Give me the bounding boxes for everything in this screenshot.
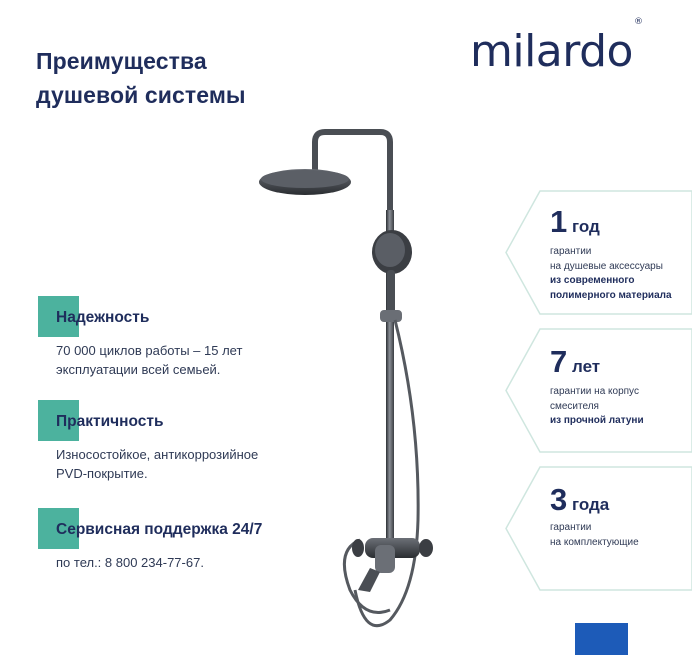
title-line-2: душевой системы	[36, 82, 246, 108]
warranty-description: гарантии на комплектующие	[550, 522, 639, 548]
feature-title: Сервисная поддержка 24/7	[56, 521, 263, 538]
warranty-description: гарантии на душевые аксессуары из современного полимерного материала	[550, 246, 672, 301]
warranty-description: гарантии на корпус смесителя из прочной латуни	[550, 386, 644, 426]
brand-logo	[470, 17, 643, 77]
accent-block	[575, 623, 628, 655]
page-title	[36, 44, 246, 112]
feature-description: 70 000 циклов работы – 15 лет эксплуатации всей семьей.	[56, 343, 243, 377]
warranty-number: 7	[550, 344, 568, 379]
warranty-number: 3	[550, 482, 568, 517]
warranty-card-1	[505, 190, 692, 315]
title-line-1: Преимущества	[36, 48, 207, 74]
feature-description: Износостойкое, антикоррозийное PVD-покрытие.	[56, 447, 259, 481]
feature-title: Надежность	[56, 309, 150, 326]
warranty-unit: год	[572, 217, 600, 236]
brand-name: milardo	[470, 26, 633, 77]
warranty-card-2	[505, 328, 692, 453]
registered-mark: ®	[633, 17, 643, 28]
warranty-unit: года	[572, 495, 610, 514]
warranty-unit: лет	[572, 357, 601, 376]
warranty-card-3	[505, 466, 692, 591]
feature-description: по тел.: 8 800 234-77-67.	[56, 555, 204, 570]
feature-title: Практичность	[56, 413, 164, 430]
warranty-number: 1	[550, 204, 568, 239]
shower-system-image	[240, 120, 450, 650]
